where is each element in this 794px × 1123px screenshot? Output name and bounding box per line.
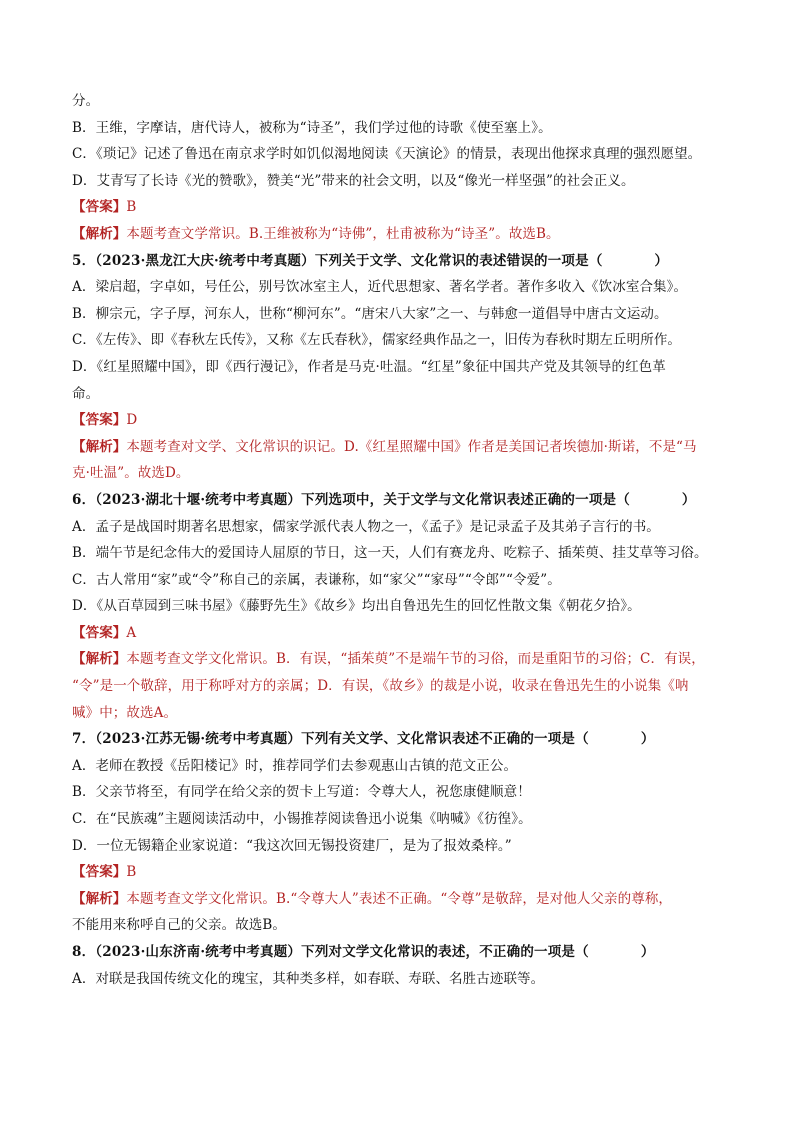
text-line [72, 783, 724, 801]
question-text: 8．（2023·山东济南·统考中考真题）下列对文学文化常识的表述，不正确的一项是（ [72, 944, 589, 960]
text-line [72, 810, 724, 828]
text-line [72, 145, 724, 163]
question-close-paren: ） [681, 491, 696, 508]
text-line [72, 757, 724, 775]
answer-tag: 【答案】 [72, 412, 127, 429]
line-text: C．在“民族魂”主题阅读活动中，小锡推荐阅读鲁迅小说集《呐喊》《彷徨》。 [72, 811, 532, 828]
explanation-text: 不能用来称呼自己的父亲。故选B。 [72, 917, 287, 934]
explanation-tag: 【解析】 [72, 651, 127, 668]
question-text: 5．（2023·黑龙江大庆·统考中考真题）下列关于文学、文化常识的表述错误的一项是（ [72, 252, 603, 269]
text-line [72, 571, 724, 589]
text-line [72, 305, 724, 323]
question-heading [72, 730, 724, 748]
line-text: B．柳宗元，字子厚，河东人，世称“柳河东”。“唐宋八大家”之一、与韩愈一道倡导中唐古文运动。 [72, 305, 668, 322]
explanation-tag: 【解析】 [72, 225, 127, 242]
question-close-paren: ） [640, 944, 655, 960]
explanation-text: B.王维被称为“诗佛”，杜甫被称为“诗圣”。故选B。 [248, 225, 560, 242]
explanation-continuation [72, 677, 724, 695]
explanation-lead: 本题考查文学文化常识。 [126, 890, 277, 907]
explanation-text: B．有误，“插茱萸”不是端午节的习俗，而是重阳节的习俗；C．有误， [276, 651, 705, 668]
answer-line [72, 198, 724, 216]
text-line [72, 837, 724, 855]
text-line [72, 119, 724, 137]
explanation-text: 喊》中；故选A。 [72, 704, 178, 721]
line-text: A．老师在教授《岳阳楼记》时，推荐同学们去参观惠山古镇的范文正公。 [72, 757, 518, 774]
explanation-lead: 本题考查文学文化常识。 [126, 651, 277, 668]
line-text: C．古人常用“家”或“令”称自己的亲属，表谦称，如“家父”“家母”“令郎”“令爱”。 [72, 571, 561, 588]
explanation-text: B.“令尊大人”表述不正确。“令尊”是敬辞，是对他人父亲的尊称， [276, 890, 673, 907]
document-content [72, 92, 724, 996]
explanation-line [72, 225, 724, 243]
line-text: D．艾青写了长诗《光的赞歌》，赞美“光”带来的社会文明，以及“像光一样坚强”的社会正义。 [72, 172, 635, 189]
question-close-paren: ） [640, 731, 655, 748]
explanation-text: 克·吐温”。故选D。 [72, 465, 190, 482]
explanation-tag: 【解析】 [72, 438, 127, 455]
explanation-line [72, 890, 724, 908]
line-text: B．王维，字摩诘，唐代诗人，被称为“诗圣”，我们学过他的诗歌《使至塞上》。 [72, 119, 552, 136]
line-text: D．《从百草园到三味书屋》《藤野先生》《故乡》均出自鲁迅先生的回忆性散文集《朝花夕拾》。 [72, 598, 641, 615]
line-text: D．一位无锡籍企业家说道：“我这次回无锡投资建厂，是为了报效桑梓。” [72, 837, 512, 854]
line-text: D．《红星照耀中国》，即《西行漫记》，作者是马克·吐温。“红星”象征中国共产党及其领导的红色革 [72, 358, 666, 375]
text-line [72, 597, 724, 615]
answer-value: A [126, 624, 137, 641]
explanation-lead: 本题考查文学常识。 [126, 225, 249, 242]
explanation-continuation [72, 704, 724, 722]
question-text: 6．（2023·湖北十堰·统考中考真题）下列选项中，关于文学与文化常识表述正确的一项是（ [72, 491, 630, 508]
line-text: C．《琐记》记述了鲁迅在南京求学时如饥似渴地阅读《天演论》的情景，表现出他探求真理的强烈愿望。 [72, 146, 702, 163]
line-text: C．《左传》、即《春秋左氏传》，又称《左氏春秋》，儒家经典作品之一，旧传为春秋时期左丘明所作。 [72, 332, 682, 349]
answer-tag: 【答案】 [72, 624, 127, 641]
answer-line [72, 863, 724, 881]
answer-line [72, 411, 724, 429]
explanation-text: D.《红星照耀中国》作者是美国记者埃德加·斯诺，不是“马 [344, 438, 697, 455]
explanation-continuation [72, 916, 724, 934]
answer-tag: 【答案】 [72, 864, 127, 881]
question-heading [72, 252, 724, 270]
line-text: A．对联是我国传统文化的瑰宝，其种类多样，如春联、寿联、名胜古迹联等。 [72, 970, 545, 987]
explanation-continuation [72, 464, 724, 482]
text-line [72, 172, 724, 190]
question-heading [72, 943, 724, 961]
explanation-text: “令”是一个敬辞，用于称呼对方的亲属；D．有误，《故乡》的裁是小说，收录在鲁迅先生的小说集《呐 [72, 678, 689, 695]
text-line [72, 544, 724, 562]
explanation-line [72, 650, 724, 668]
answer-value: B [126, 199, 137, 216]
question-heading [72, 491, 724, 509]
line-text: A．梁启超，字卓如，号任公，别号饮冰室主人，近代思想家、著名学者。著作多收入《饮冰室合集》。 [72, 279, 688, 296]
line-text: B．父亲节将至，有同学在给父亲的贺卡上写道：令尊大人，祝您康健顺意！ [72, 784, 531, 801]
question-close-paren: ） [654, 252, 669, 269]
line-text: B．端午节是纪念伟大的爱国诗人屈原的节日，这一天，人们有赛龙舟、吃粽子、插茱萸、挂艾草等习俗。 [72, 545, 708, 562]
question-text: 7．（2023·江苏无锡·统考中考真题）下列有关文学、文化常识表述不正确的一项是（ [72, 731, 589, 748]
answer-line [72, 624, 724, 642]
explanation-tag: 【解析】 [72, 890, 127, 907]
text-line [72, 358, 724, 376]
explanation-lead: 本题考查对文学、文化常识的识记。 [126, 438, 345, 455]
line-text: 分。 [72, 93, 100, 109]
answer-tag: 【答案】 [72, 199, 127, 216]
answer-value: B [126, 864, 137, 881]
text-line [72, 278, 724, 296]
text-line [72, 970, 724, 988]
text-line [72, 331, 724, 349]
explanation-line [72, 438, 724, 456]
line-text: A．孟子是战国时期著名思想家，儒家学派代表人物之一，《孟子》是记录孟子及其弟子言行的书。 [72, 518, 660, 535]
text-line [72, 385, 724, 403]
text-line [72, 92, 724, 110]
text-line [72, 518, 724, 536]
line-text: 命。 [72, 385, 100, 402]
answer-value: D [126, 412, 138, 429]
